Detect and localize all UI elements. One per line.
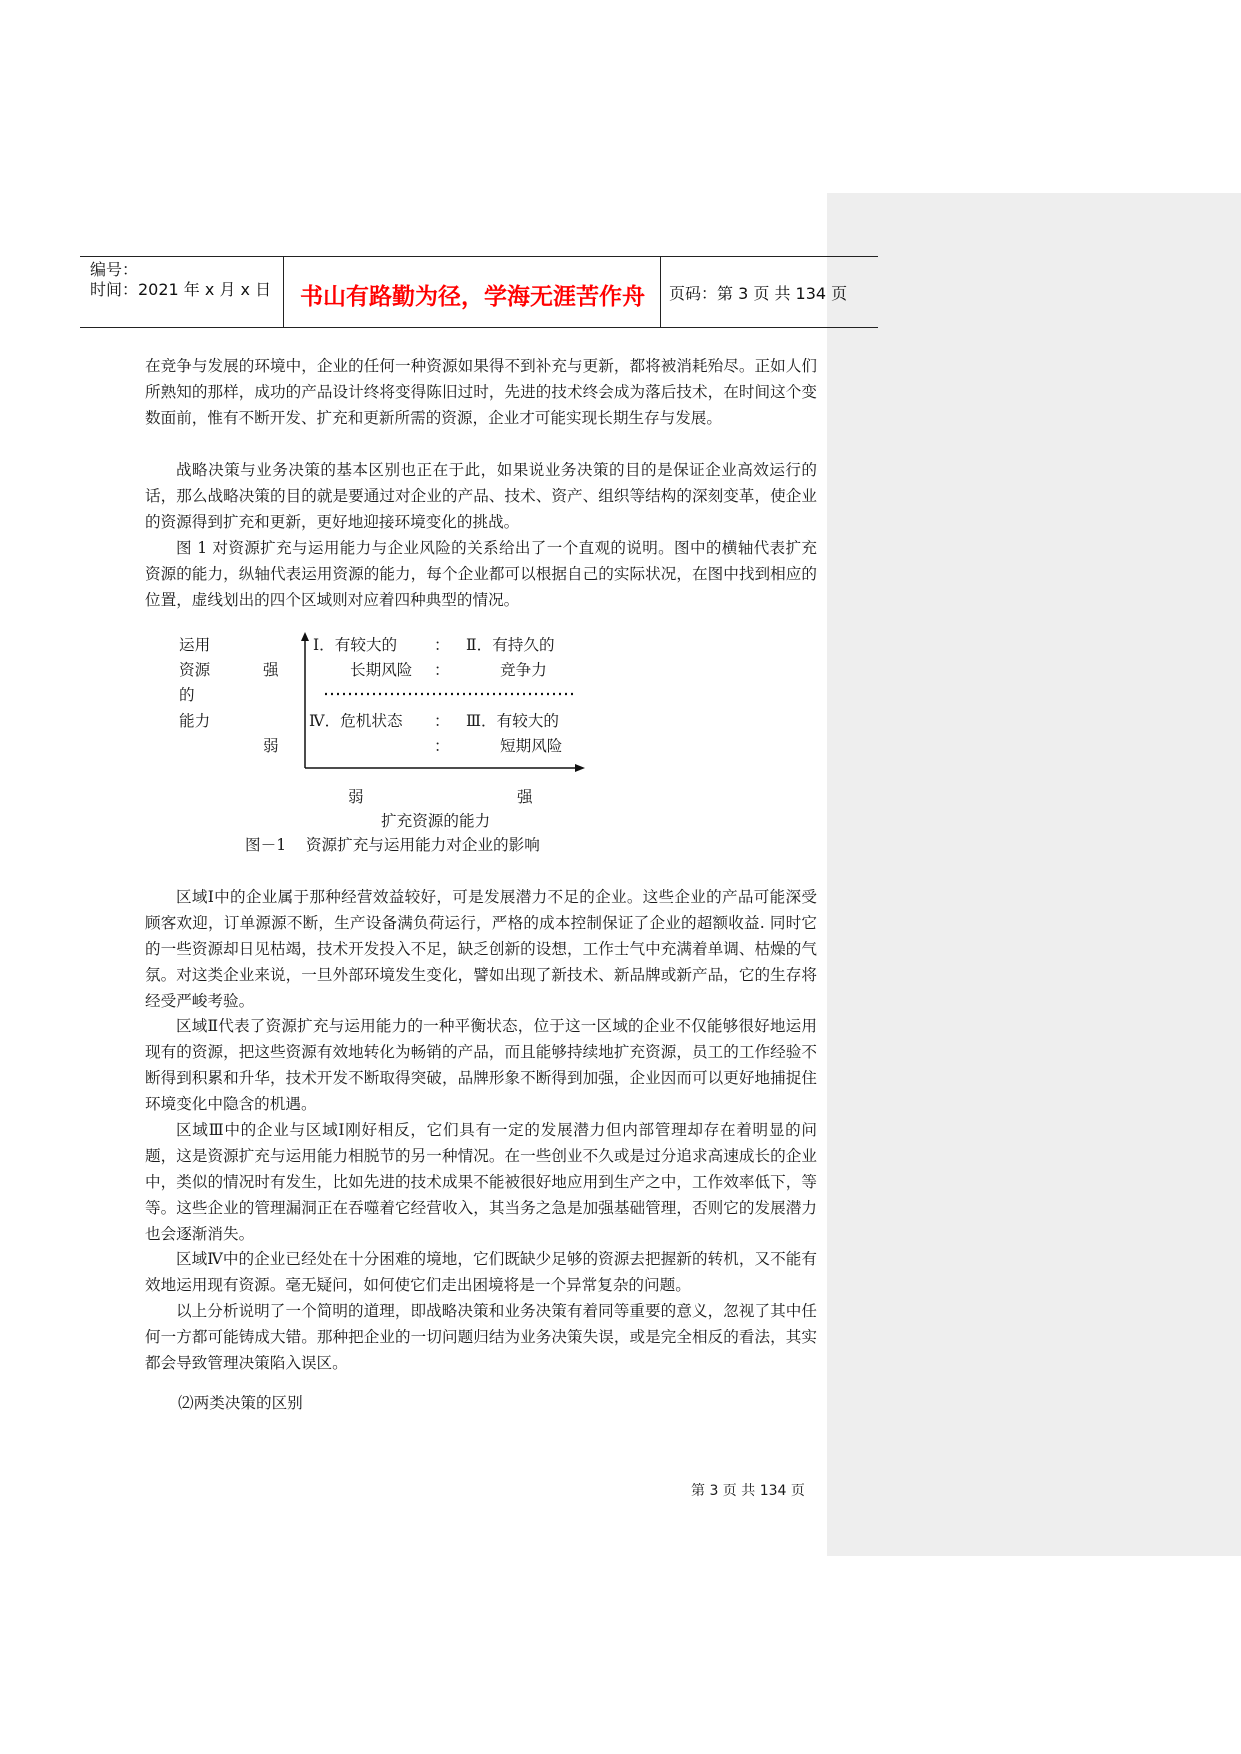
x-axis-weak: 弱 xyxy=(348,788,364,806)
y-axis-label-3: 的 xyxy=(179,686,195,704)
paragraph-1: 在竞争与发展的环境中，企业的任何一种资源如果得不到补充与更新，都将被消耗殆尽。正如人们所熟知的那样，成功的产品设计终将变得陈旧过时，先进的技术终会成为落后技术，在时间这个变数面前，惟有不断开发、扩充和更新所需的资源，企业才可能实现长期生存与发展。 xyxy=(145,357,817,427)
quadrant-3-line1: Ⅲ．有较大的 xyxy=(466,712,560,730)
quadrant-2-line2: 竞争力 xyxy=(500,661,547,679)
x-axis-strong: 强 xyxy=(517,788,533,806)
header-top-rule xyxy=(80,256,878,257)
paragraph-3: 图 1 对资源扩充与运用能力与企业风险的关系给出了一个直观的说明。图中的横轴代表扩充资源的能力，纵轴代表运用资源的能力，每个企业都可以根据自己的实际状况，在图中找到相应的位置，虚线划出的四个区域则对应着四种典型的情况。 xyxy=(145,539,817,609)
quadrant-4-line1: Ⅳ．危机状态 xyxy=(309,712,403,730)
header-motto: 书山有路勤为径，学海无涯苦作舟 xyxy=(300,284,645,310)
y-axis-weak: 弱 xyxy=(263,737,279,755)
header-divider-left xyxy=(283,256,284,328)
x-axis-label: 扩充资源的能力 xyxy=(381,812,491,830)
paragraph-2: 战略决策与业务决策的基本区别也正在于此，如果说业务决策的目的是保证企业高效运行的话，那么战略决策的目的就是要通过对企业的产品、技术、资产、组织等结构的深刻变革，使企业的资源得到扩充和更新，更好地迎接环境变化的挑战。 xyxy=(145,461,817,531)
paragraph-summary: 以上分析说明了一个简明的道理，即战略决策和业务决策有着同等重要的意义，忽视了其中任何一方都可能铸成大错。那种把企业的一切问题归结为业务决策失误，或是完全相反的看法，其实都会导致管理决策陷入误区。 xyxy=(145,1302,817,1372)
x-axis-arrowhead xyxy=(575,764,585,772)
header-time-label: 时间：2021 年 x 月 x 日 xyxy=(90,280,272,299)
section-heading: ⑵两类决策的区别 xyxy=(178,1394,303,1412)
paragraph-region-4: 区域Ⅳ中的企业已经处在十分困难的境地，它们既缺少足够的资源去把握新的转机，又不能有效地运用现有资源。毫无疑问，如何使它们走出困境将是一个异常复杂的问题。 xyxy=(145,1250,817,1294)
quadrant-2-line1: Ⅱ．有持久的 xyxy=(466,636,555,654)
paragraph-region-2: 区域Ⅱ代表了资源扩充与运用能力的一种平衡状态，位于这一区域的企业不仅能够很好地运用现有的资源，把这些资源有效地转化为畅销的产品，而且能够持续地扩充资源，员工的工作经验不断得到积累和升华，技术开发不断取得突破，品牌形象不断得到加强，企业因而可以更好地捕捉住环境变化中隐含的机遇。 xyxy=(145,1017,817,1113)
header-page-label: 页码：第 3 页 共 134 页 xyxy=(669,284,848,303)
figure-caption: 图－1 资源扩充与运用能力对企业的影响 xyxy=(245,836,540,854)
quadrant-3-line2: 短期风险 xyxy=(500,737,563,755)
divider-colon-2: ： xyxy=(434,661,450,679)
y-axis-label-4: 能力 xyxy=(179,712,211,730)
paragraph-region-1: 区域Ⅰ中的企业属于那种经营效益较好，可是发展潜力不足的企业。这些企业的产品可能深受顾客欢迎，订单源源不断，生产设备满负荷运行，严格的成本控制保证了企业的超额收益. 同时它的一些资源却日见枯竭，技术开发投入不足，缺乏创新的设想，工作士气中充满着单调、枯燥的气氛。对这类企业来说，一旦外部环境发生变化，譬如出现了新技术、新品牌或新产品，它的生存将经受严峻考验。 xyxy=(145,888,817,1010)
comment-pane xyxy=(827,193,1241,1556)
header-number-label: 编号： xyxy=(90,260,139,279)
divider-colon-3: ： xyxy=(434,712,450,730)
divider-colon-4: ： xyxy=(434,737,450,755)
header-divider-right xyxy=(660,256,661,328)
y-axis-arrowhead xyxy=(301,632,309,641)
quadrant-1-line2: 长期风险 xyxy=(350,661,413,679)
paragraph-region-3: 区域Ⅲ中的企业与区域Ⅰ刚好相反，它们具有一定的发展潜力但内部管理却存在着明显的问题，这是资源扩充与运用能力相脱节的另一种情况。在一些创业不久或是过分追求高速成长的企业中，类似的情况时有发生，比如先进的技术成果不能被很好地应用到生产之中，工作效率低下，等等。这些企业的管理漏洞正在吞噬着它经营收入，其当务之急是加强基础管理，否则它的发展潜力也会逐渐消失。 xyxy=(145,1121,817,1243)
divider-colon-1: ： xyxy=(434,636,450,654)
page-footer: 第 3 页 共 134 页 xyxy=(691,1483,805,1499)
quadrant-1-line1: Ⅰ．有较大的 xyxy=(313,636,398,654)
y-axis-label-2: 资源 xyxy=(179,661,211,679)
y-axis-label-1: 运用 xyxy=(179,636,211,654)
header-bottom-rule xyxy=(80,327,878,328)
y-axis-strong: 强 xyxy=(263,661,279,679)
